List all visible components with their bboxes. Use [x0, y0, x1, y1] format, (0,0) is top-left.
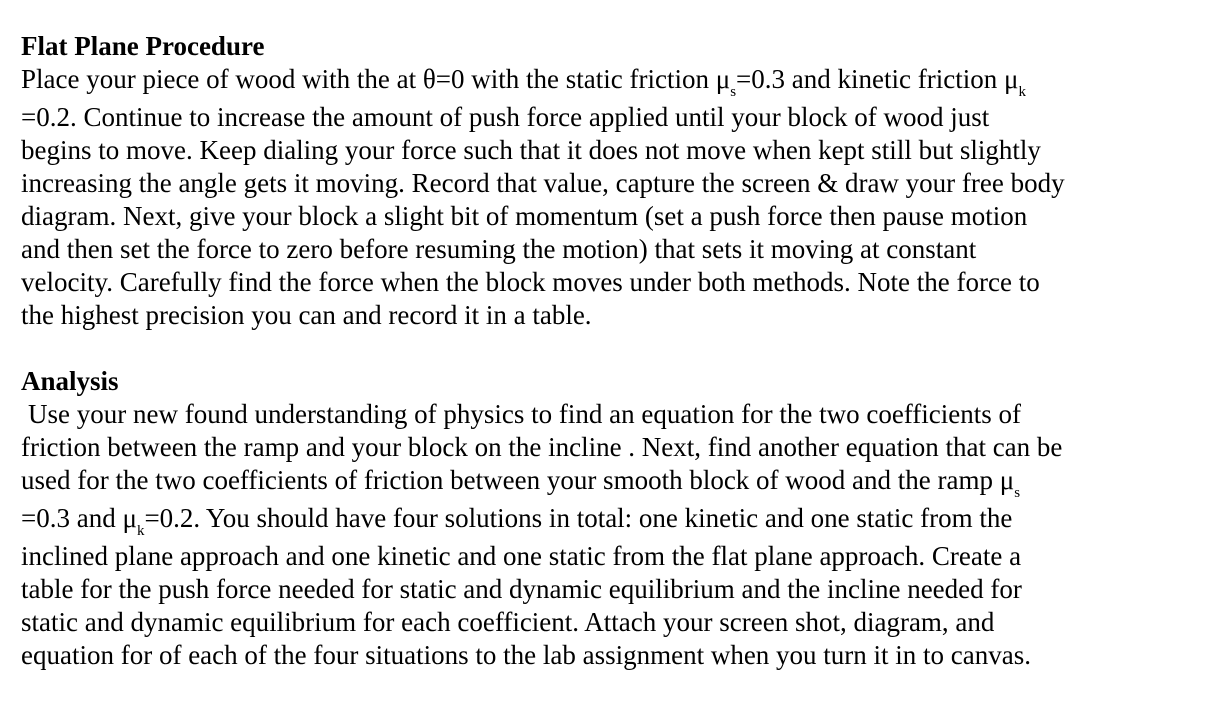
section-heading: Flat Plane Procedure: [21, 31, 265, 61]
text-line: [21, 573, 1191, 606]
section-body: [21, 398, 1191, 672]
text-run: the highest precision you can and record it in a table.: [21, 300, 592, 330]
text-run: Use your new found understanding of physics to find an equation for the two coefficients of: [28, 399, 1022, 429]
text-line: [21, 134, 1191, 167]
text-run: increasing the angle gets it moving. Record that value, capture the screen & draw your free body: [21, 168, 1065, 198]
text-run: diagram. Next, give your block a slight bit of momentum (set a push force then pause motion: [21, 201, 1028, 231]
text-run: friction between the ramp and your block on the incline . Next, find another equation that can be: [21, 432, 1063, 462]
text-line: [21, 464, 1191, 502]
text-run: begins to move. Keep dialing your force such that it does not move when kept still but slightly: [21, 135, 1041, 165]
text-run: =0.3 and μ: [21, 503, 137, 533]
text-run: =0.2. You should have four solutions in total: one kinetic and one static from the: [144, 503, 1013, 533]
subscript: s: [1014, 485, 1021, 501]
text-line: [21, 540, 1191, 573]
text-line: [21, 502, 1191, 540]
text-line: [21, 200, 1191, 233]
subscript: s: [730, 84, 737, 100]
text-run: used for the two coefficients of friction between your smooth block of wood and the ramp μ: [21, 465, 1015, 495]
text-run: equation for of each of the four situations to the lab assignment when you turn it in to canvas.: [21, 640, 1032, 670]
section-flat-plane-procedure: [21, 30, 1191, 332]
text-line: [21, 101, 1191, 134]
document: [21, 30, 1191, 672]
text-run: inclined plane approach and one kinetic and one static from the flat plane approach. Create a: [21, 541, 1022, 571]
section-gap: [21, 332, 1191, 365]
text-run: table for the push force needed for static and dynamic equilibrium and the incline needed for: [21, 574, 1022, 604]
text-run: Place your piece of wood with the at θ=0 with the static friction μ: [21, 64, 731, 94]
text-line: [21, 299, 1191, 332]
text-run: and then set the force to zero before resuming the motion) that sets it moving at constant: [21, 234, 977, 264]
text-line: [21, 63, 1191, 101]
text-run: static and dynamic equilibrium for each coefficient. Attach your screen shot, diagram, and: [21, 607, 995, 637]
text-run: =0.3 and kinetic friction μ: [736, 64, 1019, 94]
section-body: [21, 63, 1191, 332]
text-line: [21, 431, 1191, 464]
text-line: [21, 266, 1191, 299]
subscript: k: [1018, 84, 1026, 100]
text-line: [21, 639, 1191, 672]
subscript: k: [136, 523, 145, 539]
text-line: [21, 233, 1191, 266]
section-heading: Analysis: [21, 366, 119, 396]
text-line: [21, 398, 1191, 431]
text-run: =0.2. Continue to increase the amount of push force applied until your block of wood just: [21, 102, 990, 132]
text-line: [21, 167, 1191, 200]
text-run: velocity. Carefully find the force when the block moves under both methods. Note the force to: [21, 267, 1040, 297]
section-analysis: [21, 365, 1191, 672]
text-line: [21, 606, 1191, 639]
